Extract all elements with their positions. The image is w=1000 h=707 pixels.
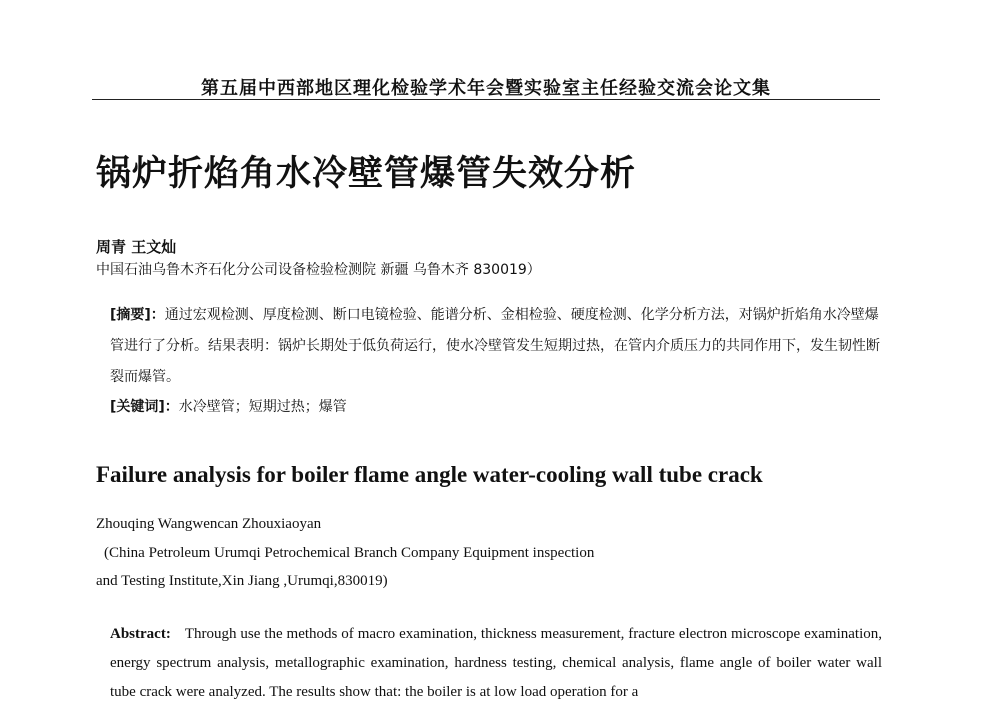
authors-english: Zhouqing Wangwencan Zhouxiaoyan — [96, 516, 322, 532]
proceedings-header: 第五届中西部地区理化检验学术年会暨实验室主任经验交流会论文集 — [201, 78, 771, 99]
abstract-label-english: Abstract: — [110, 626, 171, 642]
paper-title-chinese: 锅炉折焰角水冷壁管爆管失效分析 — [96, 154, 637, 194]
keywords-chinese — [110, 396, 347, 416]
paper-title-english: Failure analysis for boiler flame angle water-cooling wall tube crack — [96, 462, 763, 487]
header-rule — [92, 99, 880, 100]
abstract-text-chinese: 通过宏观检测、厚度检测、断口电镜检验、能谱分析、金相检验、硬度检测、化学分析方法，对锅炉折焰角水冷壁爆管进行了分析。结果表明：锅炉长期处于低负荷运行，使水冷壁管发生短期过热，在管内介质压力的共同作用下，发生韧性断裂而爆管。 — [110, 307, 880, 385]
abstract-text-english: Through use the methods of macro examination, thickness measurement, fracture electron microscope examination, energy spectrum analysis, metallographic examination, hardness testing, chemical analysis, flame angle of boiler water wall tube crack were analyzed. The results show that: the boiler is at low load operation for a — [110, 626, 882, 700]
affiliation-english-line2: and Testing Institute,Xin Jiang ,Urumqi,830019) — [96, 573, 388, 589]
authors-chinese: 周青 王文灿 — [96, 238, 177, 256]
abstract-chinese — [110, 300, 880, 393]
keywords-text-chinese: 水冷壁管；短期过热；爆管 — [178, 399, 347, 415]
abstract-label-chinese: [摘要]： — [110, 307, 165, 323]
affiliation-english-line1: (China Petroleum Urumqi Petrochemical Branch Company Equipment inspection — [104, 545, 595, 561]
affiliation-chinese: 中国石油乌鲁木齐石化分公司设备检验检测院 新疆 乌鲁木齐 830019） — [96, 262, 541, 278]
keywords-label-chinese: [关键词]： — [110, 399, 179, 415]
abstract-english — [110, 620, 882, 707]
